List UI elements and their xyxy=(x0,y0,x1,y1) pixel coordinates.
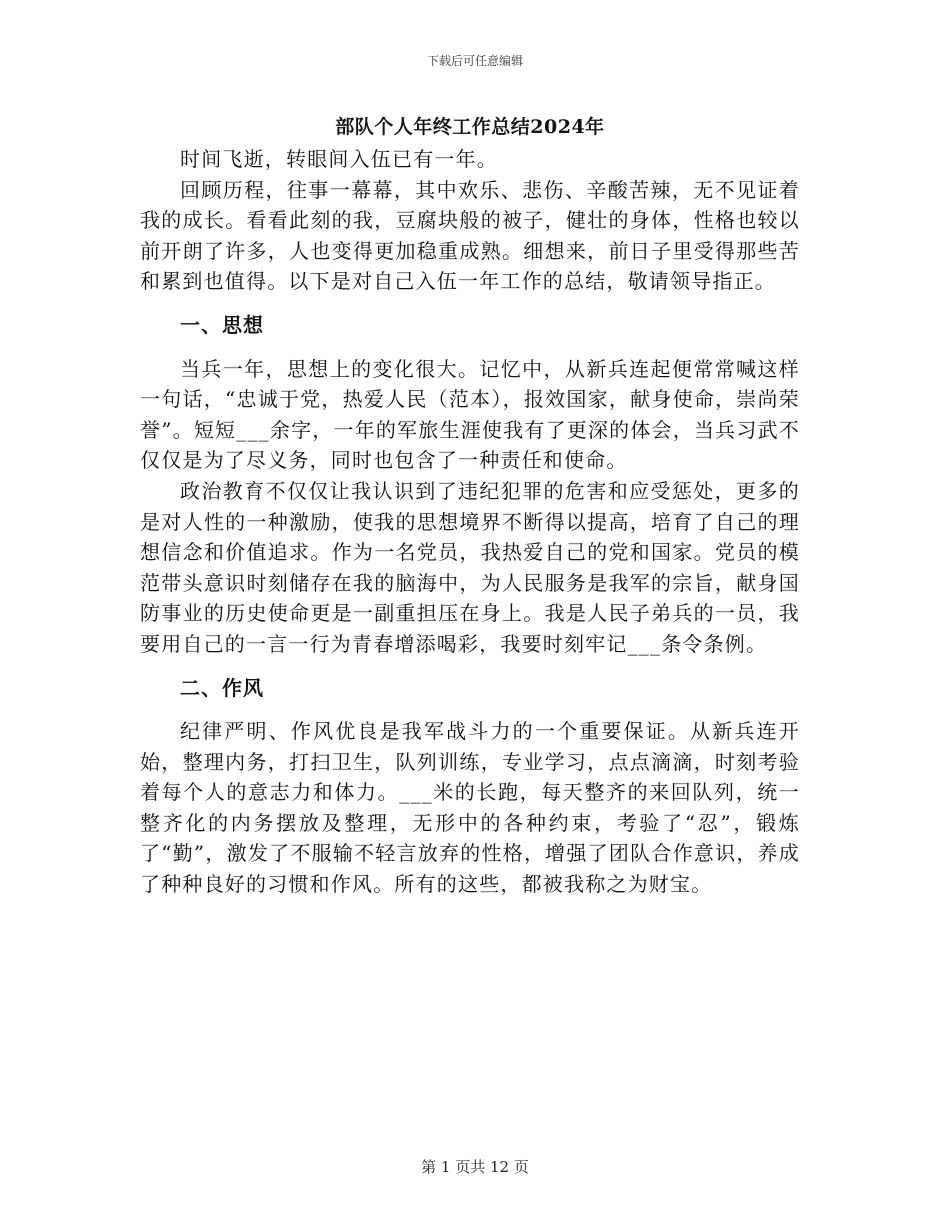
document-title: 部队个人年终工作总结2024年 xyxy=(335,116,605,138)
page-number-footer: 第 1 页共 12 页 xyxy=(421,1158,529,1176)
intro-paragraph-2: 回顾历程，往事一幕幕，其中欢乐、悲伤、辛酸苦辣，无不见证着我的成长。看看此刻的我，豆腐块般的被子，健壮的身体，性格也较以前开朗了许多，人也变得更加稳重成熟。细想来，前日子里受得那些苦和累到也值得。以下是对自己入伍一年工作的总结，敬请领导指正。 xyxy=(140,177,800,294)
document-body xyxy=(140,110,800,900)
section-heading-style: 二、作风 xyxy=(180,675,264,700)
intro-paragraph-1: 时间飞逝，转眼间入伍已有一年。 xyxy=(180,147,498,171)
section-thought-paragraph-1: 当兵一年，思想上的变化很大。记忆中，从新兵连起便常常喊这样一句话，“忠诚于党，热爱人民（范本），报效国家，献身使命，崇尚荣誉”。短短___余字，一年的军旅生涯使我有了更深的体会，当兵习武不仅仅是为了尽义务，同时也包含了一种责任和使命。 xyxy=(140,356,800,473)
section-heading-thought: 一、思想 xyxy=(180,312,264,337)
section-thought-paragraph-2: 政治教育不仅仅让我认识到了违纪犯罪的危害和应受惩处，更多的是对人性的一种激励，使我的思想境界不断得以提高，培育了自己的理想信念和价值追求。作为一名党员，我热爱自己的党和国家。党员的模范带头意识时刻储存在我的脑海中，为人民服务是我军的宗旨，献身国防事业的历史使命更是一副重担压在身上。我是人民子弟兵的一员，我要用自己的一言一行为青春增添喝彩，我要时刻牢记___条令条例。 xyxy=(140,478,800,656)
header-note: 下载后可任意编辑 xyxy=(426,54,523,68)
section-style-paragraph-1: 纪律严明、作风优良是我军战斗力的一个重要保证。从新兵连开始，整理内务，打扫卫生，队列训练，专业学习，点点滴滴，时刻考验着每个人的意志力和体力。___米的长跑，每天整齐的来回队列，统一整齐化的内务摆放及整理，无形中的各种约束，考验了“忍”，锻炼了“勤”，激发了不服输不轻言放弃的性格，增强了团队合作意识，养成了种种良好的习惯和作风。所有的这些，都被我称之为财宝。 xyxy=(140,719,800,897)
